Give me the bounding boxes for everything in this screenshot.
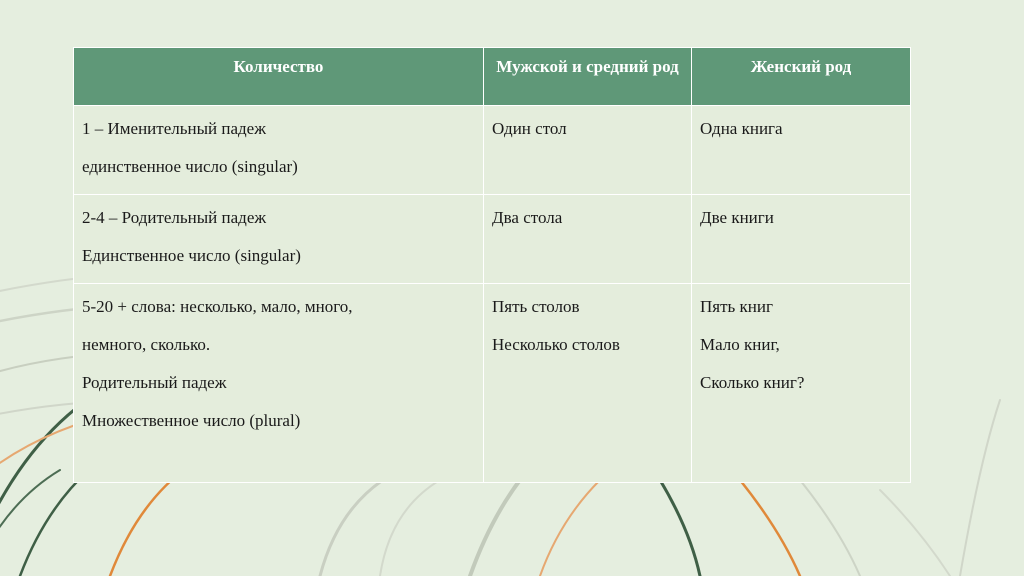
header-quantity: Количество <box>74 48 484 106</box>
quantity-line: 5-20 + слова: несколько, мало, много, <box>82 297 353 316</box>
feminine-cell <box>692 106 911 195</box>
arc-light-9 <box>880 490 950 576</box>
quantity-line: 2-4 – Родительный падеж <box>82 208 267 227</box>
feminine-cell <box>692 195 911 284</box>
example-line: Два стола <box>492 208 563 227</box>
table-row <box>74 284 911 483</box>
quantity-cell <box>74 106 484 195</box>
arc-dark-4 <box>660 480 700 576</box>
table-header-row <box>74 48 911 106</box>
example-line: Пять книг <box>700 297 773 316</box>
table-row <box>74 195 911 284</box>
header-feminine: Женский род <box>692 48 911 106</box>
quantity-line: 1 – Именительный падеж <box>82 119 266 138</box>
arc-light-10 <box>960 400 1000 576</box>
quantity-line: Множественное число (plural) <box>82 411 301 430</box>
quantity-cell <box>74 195 484 284</box>
header-masculine-neuter: Мужской и средний род <box>484 48 692 106</box>
arc-light-5 <box>320 470 400 576</box>
quantity-line: единственное число (singular) <box>82 157 298 176</box>
example-line: Две книги <box>700 208 774 227</box>
example-line: Одна книга <box>700 119 783 138</box>
quantity-line: Единственное число (singular) <box>82 246 301 265</box>
masculine-neuter-cell <box>484 284 692 483</box>
quantity-line: немного, сколько. <box>82 335 211 354</box>
table-row <box>74 106 911 195</box>
example-line: Мало книг, <box>700 335 780 354</box>
feminine-cell <box>692 284 911 483</box>
example-line: Несколько столов <box>492 335 620 354</box>
example-line: Один стол <box>492 119 567 138</box>
example-line: Пять столов <box>492 297 580 316</box>
arc-light-8 <box>800 480 860 576</box>
noun-quantity-table <box>73 47 911 483</box>
quantity-line: Родительный падеж <box>82 373 227 392</box>
arc-light-6 <box>380 480 440 576</box>
example-line: Сколько книг? <box>700 373 805 392</box>
quantity-cell <box>74 284 484 483</box>
arc-orange-4 <box>740 480 800 576</box>
masculine-neuter-cell <box>484 106 692 195</box>
arc-orange-3 <box>540 480 600 576</box>
masculine-neuter-cell <box>484 195 692 284</box>
arc-light-7 <box>470 480 520 576</box>
